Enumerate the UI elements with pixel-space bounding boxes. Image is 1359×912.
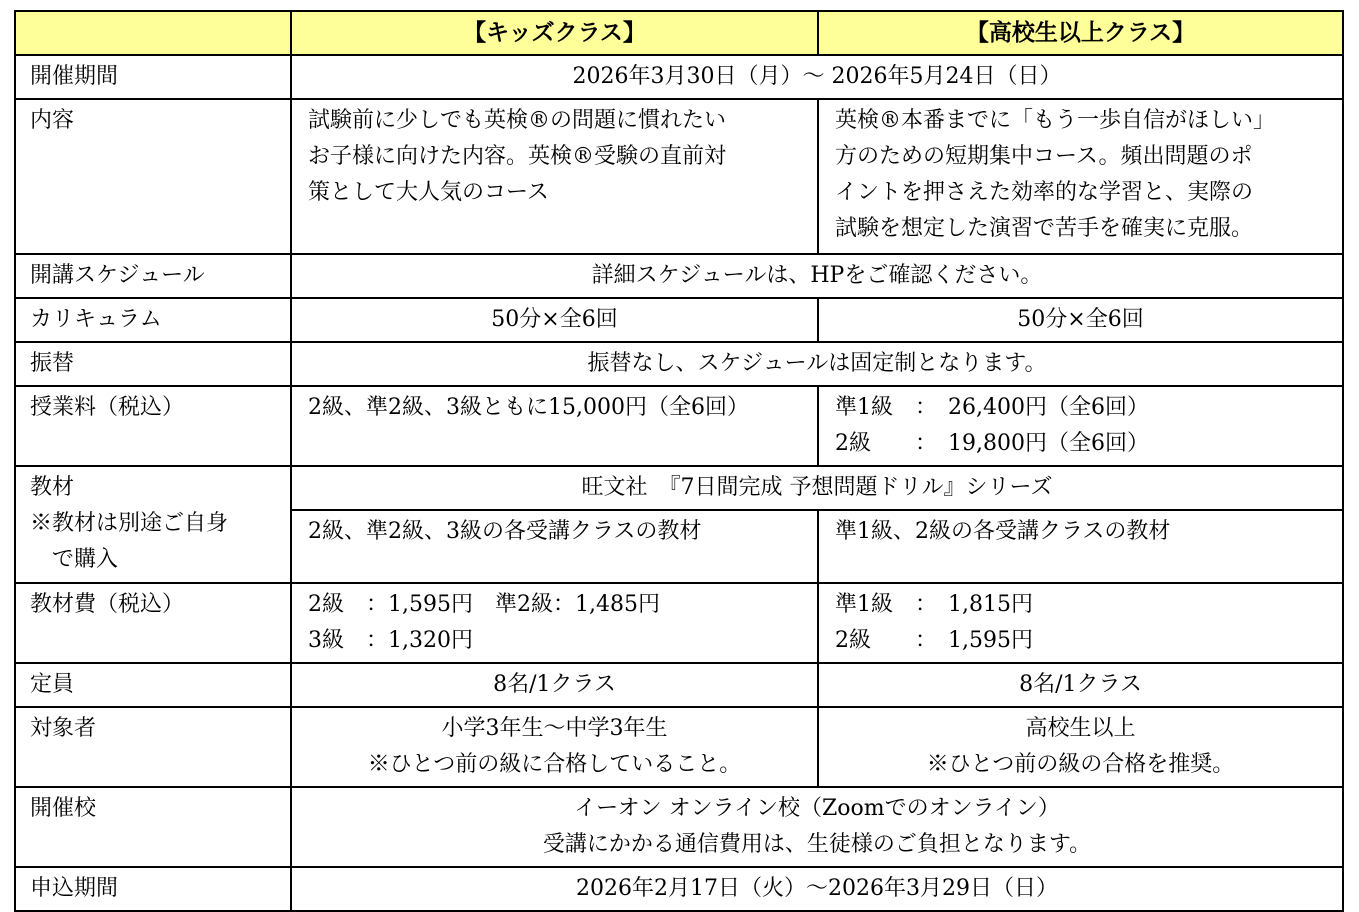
label-tuition: 授業料（税込）: [15, 386, 291, 466]
content-kids-line: 試験前に少しでも英検®の問題に慣れたい: [308, 108, 727, 133]
row-curriculum: [15, 298, 1343, 342]
value-transfer: 振替なし、スケジュールは固定制となります。: [291, 342, 1343, 386]
material-fee-hs-line: 2級 ： 1,595円: [835, 628, 1033, 653]
value-schedule: 詳細スケジュールは、HPをご確認ください。: [291, 254, 1343, 298]
capacity-kids: 8名/1クラス: [291, 663, 818, 707]
venue-line: イーオン オンライン校（Zoomでのオンライン）: [574, 796, 1060, 821]
target-hs-line: 高校生以上: [1025, 716, 1136, 741]
label-transfer: 振替: [15, 342, 291, 386]
label-capacity: 定員: [15, 663, 291, 707]
header-kids-class: 【キッズクラス】: [291, 11, 818, 55]
value-venue: [291, 787, 1343, 867]
header-row: [15, 11, 1343, 55]
content-kids: [291, 99, 818, 254]
row-capacity: [15, 663, 1343, 707]
label-material-fee: 教材費（税込）: [15, 583, 291, 663]
curriculum-hs: 50分×全6回: [818, 298, 1343, 342]
row-transfer: [15, 342, 1343, 386]
label-venue: 開催校: [15, 787, 291, 867]
material-fee-kids: [291, 583, 818, 663]
header-blank-cell: [15, 11, 291, 55]
header-hs-class: 【高校生以上クラス】: [818, 11, 1343, 55]
curriculum-kids: 50分×全6回: [291, 298, 818, 342]
capacity-hs: 8名/1クラス: [818, 663, 1343, 707]
material-fee-kids-line: 3級 ：1,320円: [308, 628, 473, 653]
target-kids-line: 小学3年生～中学3年生: [441, 716, 668, 741]
label-materials-note: で購入: [52, 547, 119, 572]
target-hs: [818, 707, 1343, 787]
content-hs-line: 方のための短期集中コース。頻出問題のポ: [835, 144, 1253, 169]
label-materials-title: 教材: [30, 475, 75, 500]
label-content: 内容: [15, 99, 291, 254]
materials-series: 旺文社 『7日間完成 予想問題ドリル』シリーズ: [291, 466, 1343, 510]
content-hs-line: 試験を想定した演習で苦手を確実に克服。: [835, 216, 1254, 241]
material-fee-hs-line: 準1級 ： 1,815円: [835, 592, 1033, 617]
tuition-hs-line: 2級 ： 19,800円（全6回）: [835, 431, 1149, 456]
row-material-fee: [15, 583, 1343, 663]
label-materials: [15, 466, 291, 583]
tuition-hs-line: 準1級 ： 26,400円（全6回）: [835, 395, 1149, 420]
venue-line: 受講にかかる通信費用は、生徒様のご負担となります。: [542, 832, 1092, 857]
tuition-kids: 2級、準2級、3級ともに15,000円（全6回）: [291, 386, 818, 466]
content-hs: [818, 99, 1343, 254]
row-materials-series: [15, 466, 1343, 510]
material-fee-kids-line: 2級 ：1,595円 準2級：1,485円: [308, 592, 660, 617]
row-schedule: [15, 254, 1343, 298]
row-tuition: [15, 386, 1343, 466]
material-fee-hs: [818, 583, 1343, 663]
materials-hs: 準1級、2級の各受講クラスの教材: [818, 510, 1343, 583]
row-target: [15, 707, 1343, 787]
tuition-hs: [818, 386, 1343, 466]
label-materials-note: ※教材は別途ご自身: [30, 511, 229, 536]
row-period: [15, 55, 1343, 99]
content-hs-line: 英検®本番までに「もう一歩自信がほしい」: [835, 108, 1276, 133]
row-content: [15, 99, 1343, 254]
value-application: 2026年2月17日（火）～2026年3月29日（日）: [291, 867, 1343, 911]
target-kids-line: ※ひとつ前の級に合格していること。: [367, 752, 742, 777]
target-hs-line: ※ひとつ前の級の合格を推奨。: [926, 752, 1235, 777]
materials-kids: 2級、準2級、3級の各受講クラスの教材: [291, 510, 818, 583]
label-application: 申込期間: [15, 867, 291, 911]
target-kids: [291, 707, 818, 787]
label-period: 開催期間: [15, 55, 291, 99]
label-curriculum: カリキュラム: [15, 298, 291, 342]
row-application: [15, 867, 1343, 911]
label-schedule: 開講スケジュール: [15, 254, 291, 298]
content-kids-line: 策として大人気のコース: [308, 180, 549, 205]
content-kids-line: お子様に向けた内容。英検®受験の直前対: [308, 144, 727, 169]
course-info-table: [14, 10, 1344, 912]
row-venue: [15, 787, 1343, 867]
value-period: 2026年3月30日（月）～ 2026年5月24日（日）: [291, 55, 1343, 99]
label-target: 対象者: [15, 707, 291, 787]
content-hs-line: イントを押さえた効率的な学習と、実際の: [835, 180, 1254, 205]
